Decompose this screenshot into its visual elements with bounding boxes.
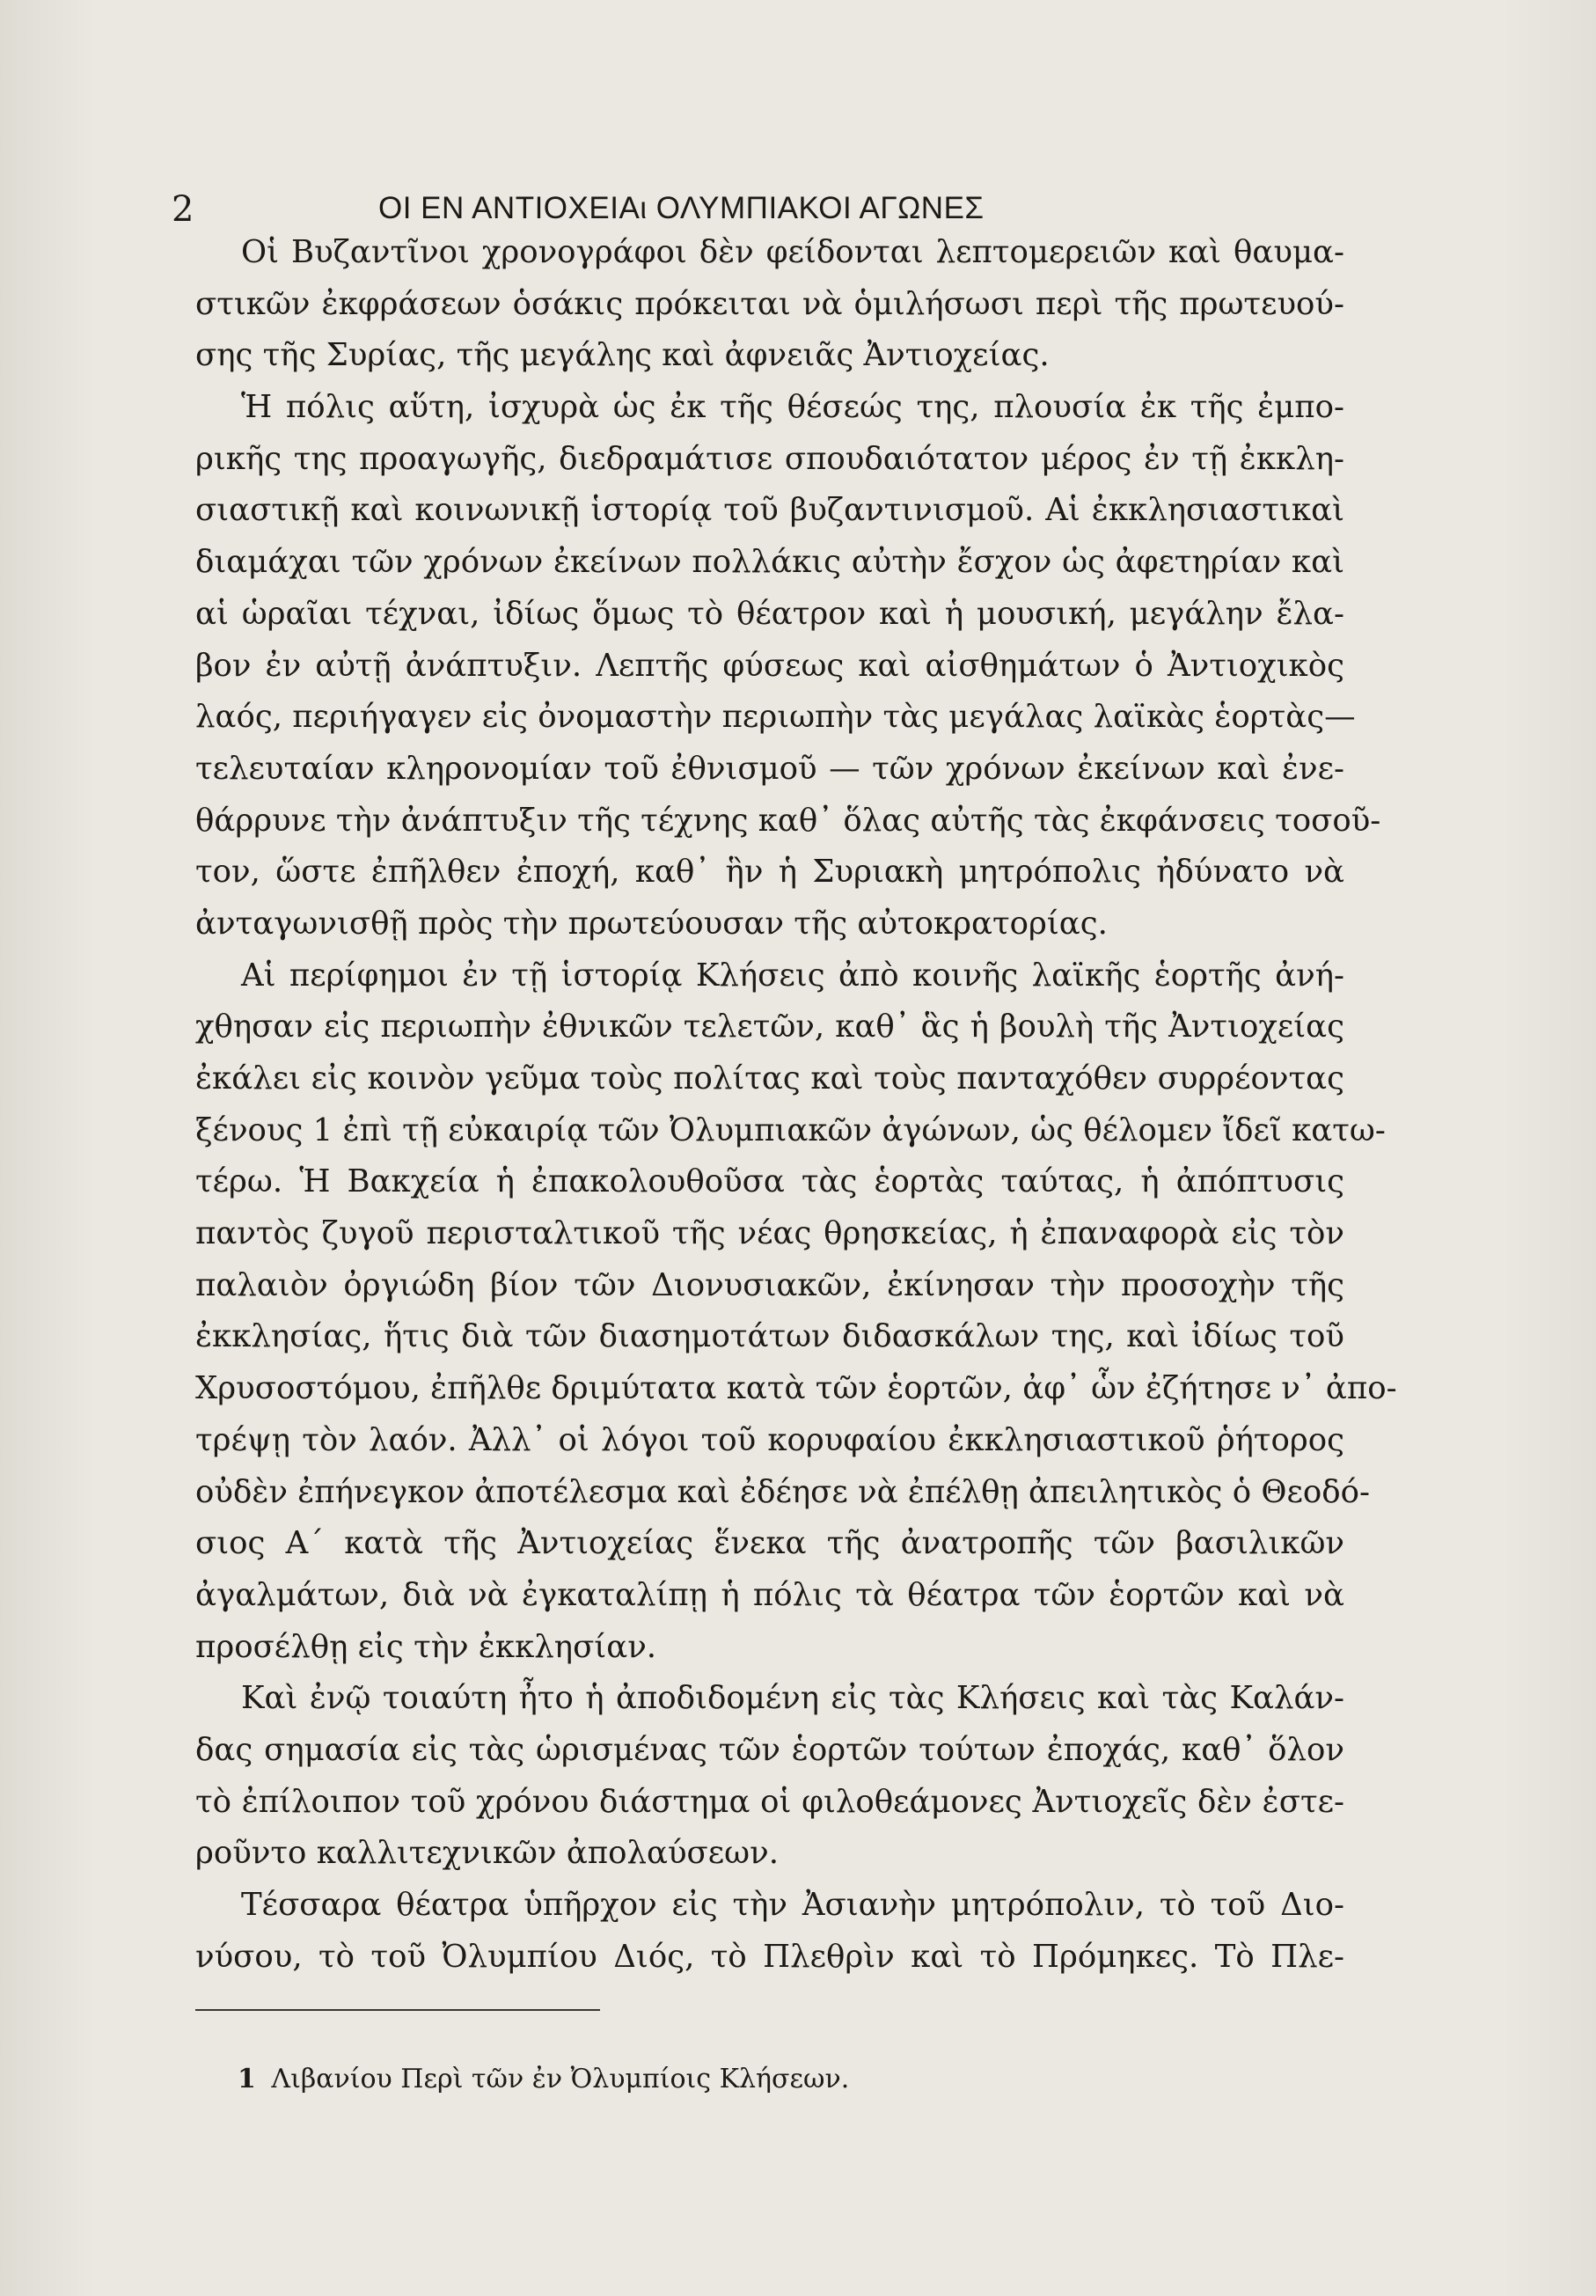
text-line: λαός, περιήγαγεν εἰς ὀνομαστὴν περιωπὴν τὰς μεγάλας λαϊκὰς ἑορτὰς— [195, 699, 1356, 736]
text-line: Χρυσοστόμου, ἐπῆλθε δριμύτατα κατὰ τῶν ἑορτῶν, ἀφ᾽ ὧν ἐζήτησε ν᾽ ἀπο- [195, 1370, 1397, 1407]
text-line: ἀνταγωνισθῇ πρὸς τὴν πρωτεύουσαν τῆς αὐτοκρατορίας. [195, 905, 1108, 942]
text-line: οὐδὲν ἐπήνεγκον ἀποτέλεσμα καὶ ἐδέησε νὰ ἐπέλθῃ ἀπειλητικὸς ὁ Θεοδό- [195, 1473, 1370, 1510]
footnote-text: Λιβανίου Περὶ τῶν ἐν Ὀλυμπίοις Κλήσεων. [271, 2064, 850, 2094]
text-line: Τέσσαρα θέατρα ὑπῆρχον εἰς τὴν Ἀσιανὴν μητρόπολιν, τὸ τοῦ Διο- [241, 1887, 1344, 1923]
footnote-divider [195, 2009, 600, 2011]
text-line: παντὸς ζυγοῦ περισταλτικοῦ τῆς νέας θρησκείας, ἡ ἐπαναφορὰ εἰς τὸν [195, 1215, 1344, 1252]
text-line: χθησαν εἰς περιωπὴν ἐθνικῶν τελετῶν, καθ᾽ ἃς ἡ βουλὴ τῆς Ἀντιοχείας [195, 1009, 1344, 1045]
text-line: ροῦντο καλλιτεχνικῶν ἀπολαύσεων. [195, 1835, 779, 1872]
text-line: Αἱ περίφημοι ἐν τῇ ἱστορίᾳ Κλήσεις ἀπὸ κοινῆς λαϊκῆς ἑορτῆς ἀνή- [241, 957, 1344, 994]
running-title: ΟΙ ΕΝ ΑΝΤΙΟΧΕΙΑι ΟΛΥΜΠΙΑΚΟΙ ΑΓΩΝΕΣ [378, 191, 985, 225]
text-line: Οἱ Βυζαντῖνοι χρονογράφοι δὲν φείδονται λεπτομερειῶν καὶ θαυμα- [241, 234, 1344, 270]
text-line: Καὶ ἐνῷ τοιαύτη ἦτο ἡ ἀποδιδομένη εἰς τὰς Κλήσεις καὶ τὰς Καλάν- [241, 1680, 1344, 1717]
text-line: αἱ ὡραῖαι τέχναι, ἰδίως ὅμως τὸ θέατρον καὶ ἡ μουσική, μεγάλην ἔλα- [195, 595, 1344, 632]
text-line: τὸ ἐπίλοιπον τοῦ χρόνου διάστημα οἱ φιλοθεάμονες Ἀντιοχεῖς δὲν ἐστε- [195, 1783, 1344, 1820]
text-line: ξένους 1 ἐπὶ τῇ εὐκαιρίᾳ τῶν Ὀλυμπιακῶν ἀγώνων, ὡς θέλομεν ἴδεῖ κατω- [195, 1111, 1386, 1148]
text-line: δας σημασία εἰς τὰς ὡρισμένας τῶν ἑορτῶν τούτων ἐποχάς, καθ᾽ ὅλον [195, 1731, 1344, 1768]
footnote [238, 2064, 849, 2094]
text-line: διαμάχαι τῶν χρόνων ἐκείνων πολλάκις αὐτὴν ἔσχον ὡς ἀφετηρίαν καὶ [195, 544, 1344, 581]
text-line: ἐκάλει εἰς κοινὸν γεῦμα τοὺς πολίτας καὶ τοὺς πανταχόθεν συρρέοντας [195, 1060, 1344, 1097]
text-line: βον ἐν αὐτῇ ἀνάπτυξιν. Λεπτῆς φύσεως καὶ αἰσθημάτων ὁ Ἀντιοχικὸς [195, 647, 1344, 684]
text-line: ἐκκλησίας, ἥτις διὰ τῶν διασημοτάτων διδασκάλων της, καὶ ἰδίως τοῦ [195, 1318, 1344, 1355]
page-header [0, 180, 1596, 233]
text-line: στικῶν ἐκφράσεων ὁσάκις πρόκειται νὰ ὁμιλήσωσι περὶ τῆς πρωτευού- [195, 285, 1344, 322]
footnote-marker: 1 [238, 2064, 256, 2094]
text-line: παλαιὸν ὀργιώδη βίον τῶν Διονυσιακῶν, ἐκίνησαν τὴν προσοχὴν τῆς [195, 1266, 1344, 1303]
text-line: τελευταίαν κληρονομίαν τοῦ ἐθνισμοῦ — τῶν χρόνων ἐκείνων καὶ ἐνε- [195, 750, 1344, 787]
body-text [195, 227, 1397, 1983]
text-line: τον, ὥστε ἐπῆλθεν ἐποχή, καθ᾽ ἣν ἡ Συριακὴ μητρόπολις ἠδύνατο νὰ [195, 854, 1344, 891]
text-line: τέρω. Ἡ Βακχεία ἡ ἐπακολουθοῦσα τὰς ἑορτὰς ταύτας, ἡ ἀπόπτυσις [195, 1163, 1344, 1200]
text-line: σιαστικῇ καὶ κοινωνικῇ ἱστορίᾳ τοῦ βυζαντινισμοῦ. Αἱ ἐκκλησιαστικαὶ [195, 492, 1344, 529]
text-line: ἀγαλμάτων, διὰ νὰ ἐγκαταλίπῃ ἡ πόλις τὰ θέατρα τῶν ἑορτῶν καὶ νὰ [195, 1576, 1344, 1613]
text-line: θάρρυνε τὴν ἀνάπτυξιν τῆς τέχνης καθ᾽ ὅλας αὐτῆς τὰς ἐκφάνσεις τοσοῦ- [195, 802, 1381, 839]
text-line: Ἡ πόλις αὕτη, ἰσχυρὰ ὡς ἐκ τῆς θέσεώς της, πλουσία ἐκ τῆς ἐμπο- [241, 389, 1344, 426]
text-line: σης τῆς Συρίας, τῆς μεγάλης καὶ ἀφνειᾶς Ἀντιοχείας. [195, 337, 1050, 374]
text-line: τρέψῃ τὸν λαόν. Ἀλλ᾽ οἱ λόγοι τοῦ κορυφαίου ἐκκλησιαστικοῦ ῥήτορος [195, 1421, 1344, 1458]
text-line: σιος Α΄ κατὰ τῆς Ἀντιοχείας ἕνεκα τῆς ἀνατροπῆς τῶν βασιλικῶν [195, 1525, 1344, 1562]
text-line: προσέλθῃ εἰς τὴν ἐκκλησίαν. [195, 1628, 657, 1665]
page-number: 2 [172, 189, 194, 230]
text-line: ρικῆς της προαγωγῆς, διεδραμάτισε σπουδαιότατον μέρος ἐν τῇ ἐκκλη- [195, 440, 1344, 477]
text-line: νύσου, τὸ τοῦ Ὀλυμπίου Διός, τὸ Πλεθρὶν καὶ τὸ Πρόμηκες. Τὸ Πλε- [195, 1938, 1344, 1975]
